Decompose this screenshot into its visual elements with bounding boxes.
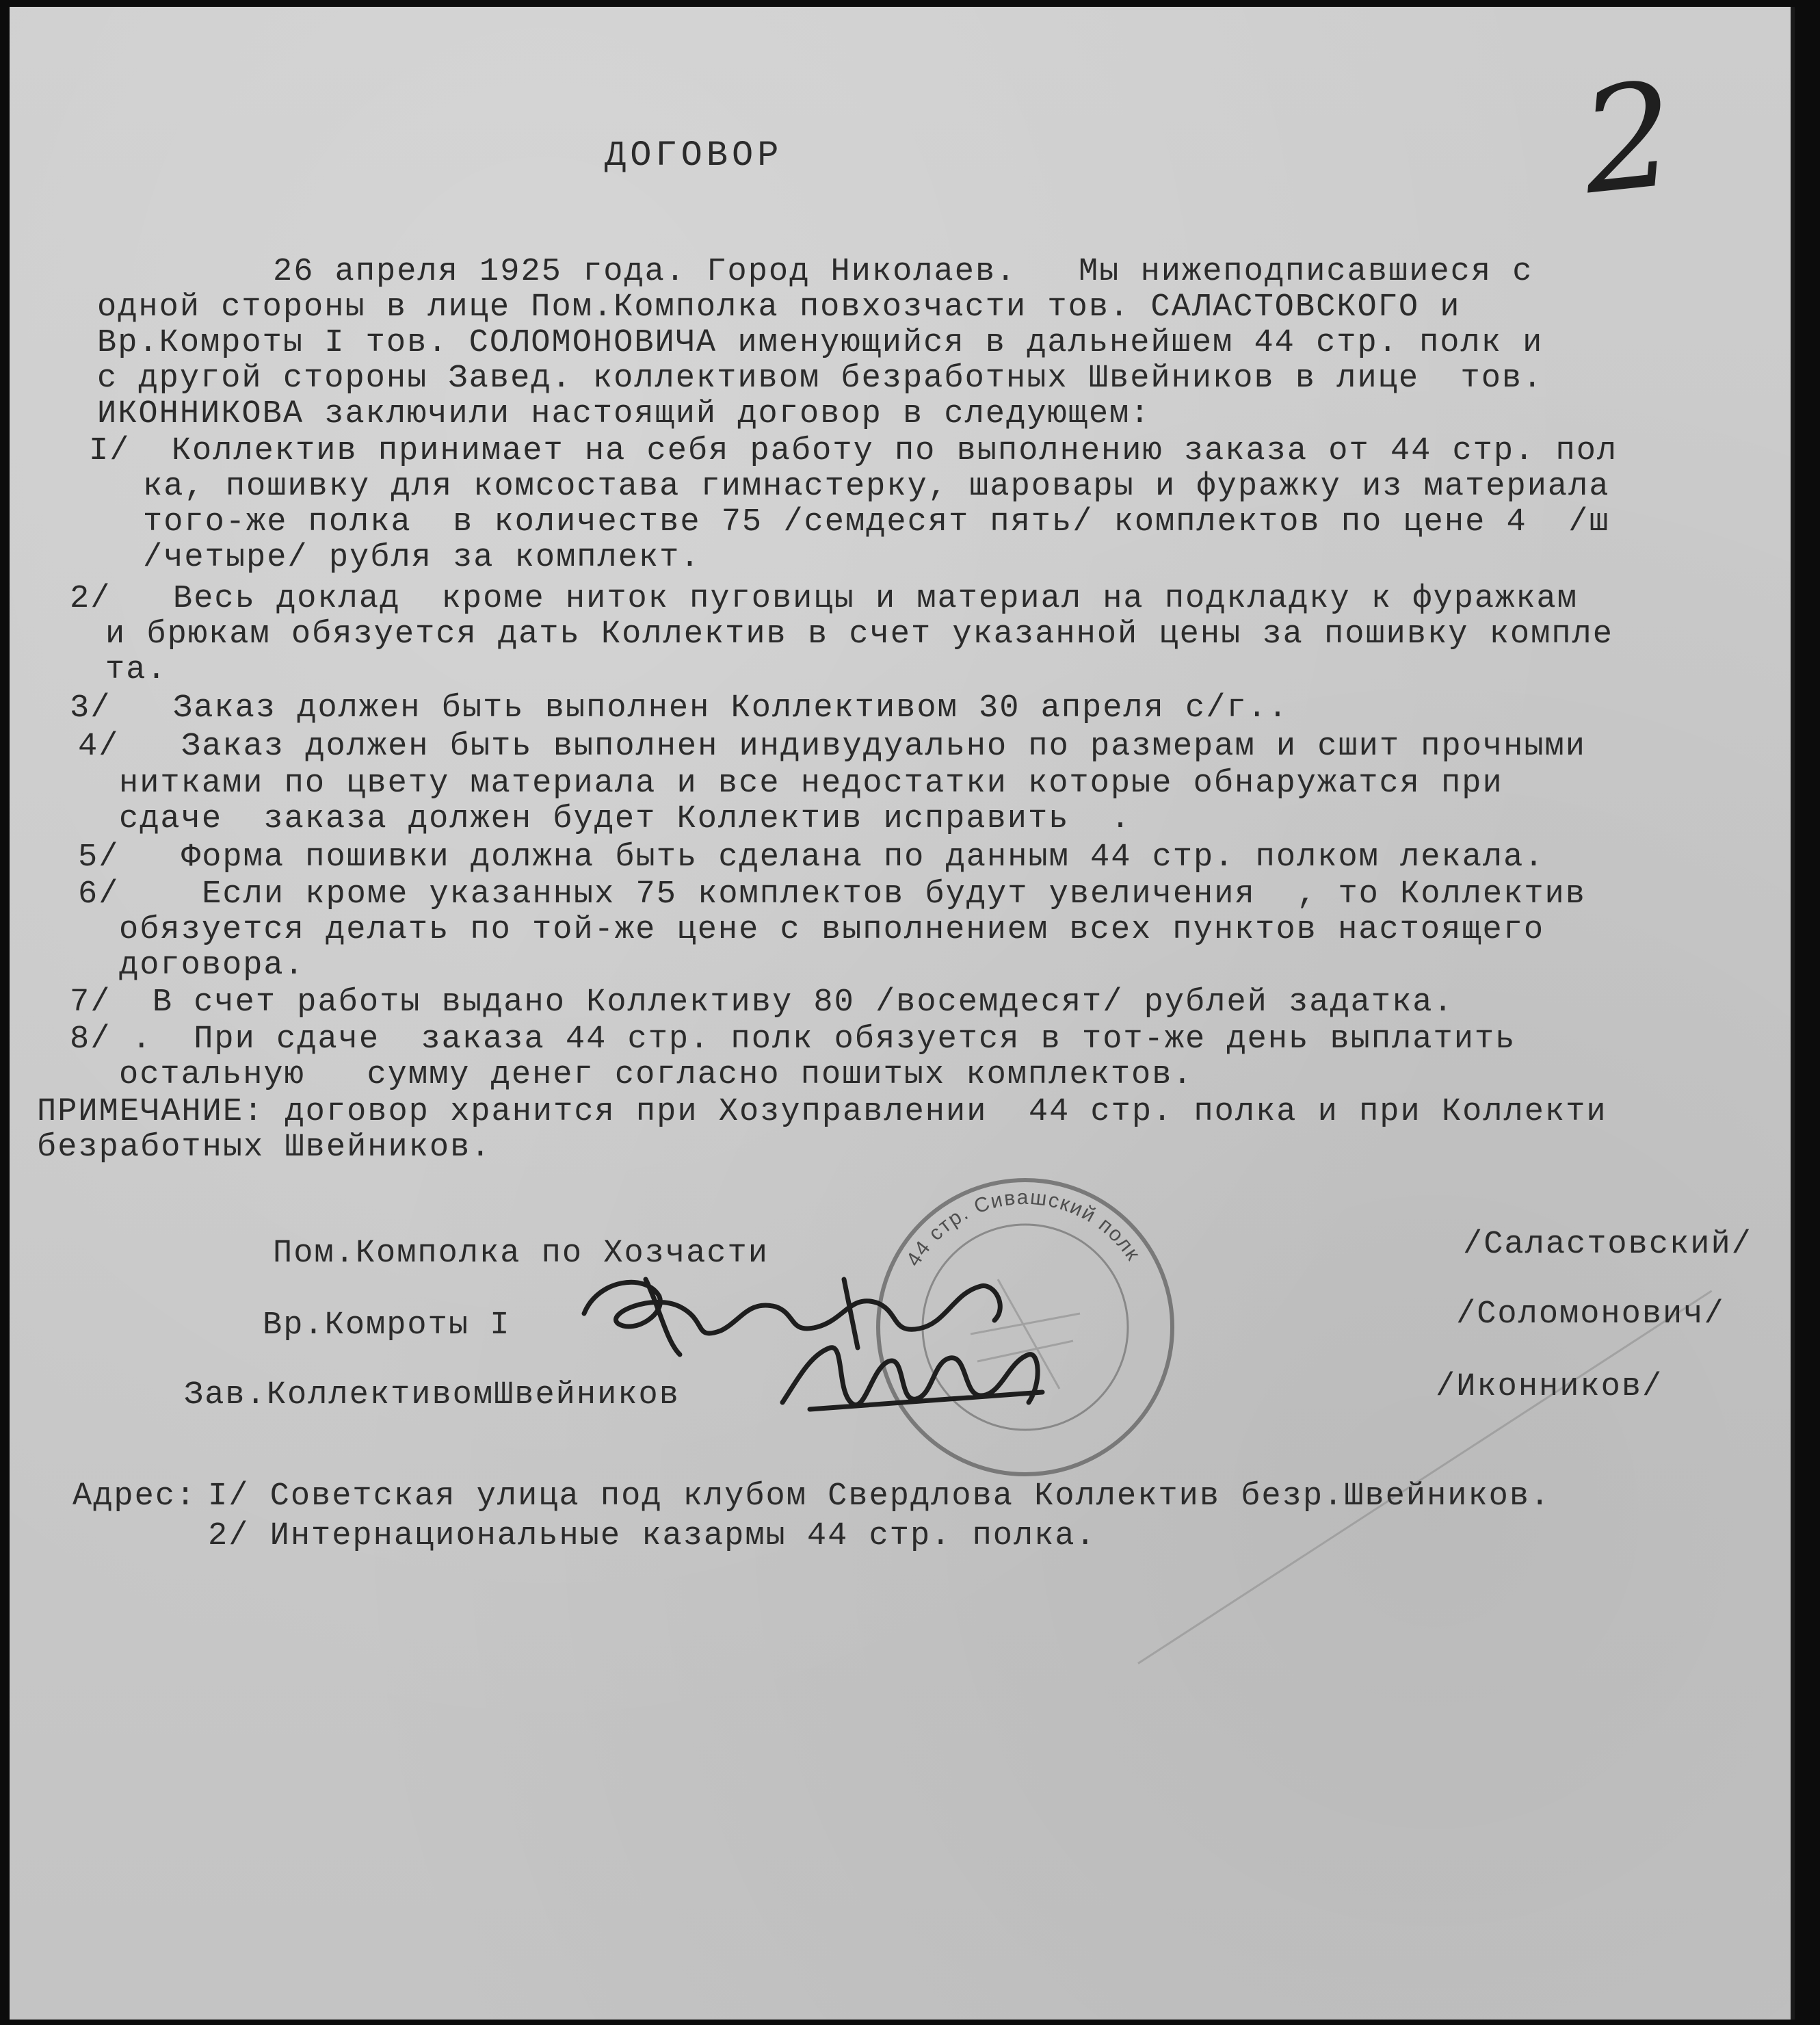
clause-line: 3/ Заказ должен быть выполнен Коллективом 30 апреля с/г.. (70, 690, 1289, 727)
signature-ikonnikov (769, 1327, 1056, 1430)
stamp-text: 44 стр. Сивашский полк (901, 1186, 1145, 1270)
signature-name: /Соломонович/ (1456, 1296, 1725, 1333)
document-title: ДОГОВОР (605, 135, 783, 176)
document-page (10, 7, 1795, 2020)
clause-line: I/ Коллектив принимает на себя работу по выполнению заказа от 44 стр. пол (89, 433, 1618, 469)
clause-line: ка, пошивку для комсостава гимнастерку, шаровары и фуражку из материала (143, 469, 1610, 505)
clause-line: 8/ . При сдаче заказа 44 стр. полк обязуется в тот-же день выплатить (70, 1021, 1516, 1058)
body-line: 26 апреля 1925 года. Город Николаев. Мы нижеподписавшиеся с (273, 254, 1533, 290)
note-line: ПРИМЕЧАНИЕ: договор хранится при Хозуправлении 44 стр. полка и при Коллекти (37, 1094, 1607, 1130)
signature-role: Зав.КоллективомШвейников (184, 1377, 680, 1413)
address-line: 2/ Интернациональные казармы 44 стр. полка. (208, 1518, 1096, 1554)
body-line: ИКОННИКОВА заключили настоящий договор в следующем: (97, 396, 1151, 432)
clause-line: того-же полка в количестве 75 /семдесят пять/ комплектов по цене 4 /ш (143, 504, 1610, 540)
page-number: 2 (1574, 50, 1683, 227)
clause-line: 7/ В счет работы выдано Коллективу 80 /восемдесят/ рублей задатка. (70, 984, 1454, 1021)
clause-line: /четыре/ рубля за комплект. (143, 540, 701, 576)
body-line: одной стороны в лице Пом.Комполка повхозчасти тов. САЛАСТОВСКОГО и (97, 289, 1461, 326)
note-line: безработных Швейников. (37, 1129, 492, 1166)
clause-line: сдаче заказа должен будет Коллектив исправить . (119, 801, 1132, 837)
clause-line: 6/ Если кроме указанных 75 комплектов будут увеличения , то Коллектив (78, 876, 1586, 913)
clause-line: та. (105, 652, 168, 688)
signature-role: Вр.Комроты I (263, 1307, 511, 1344)
signature-name: /Саластовский/ (1463, 1227, 1752, 1263)
signature-name: /Иконников/ (1436, 1369, 1663, 1405)
clause-line: обязуется делать по той-же цене с выполнением всех пунктов настоящего (119, 912, 1545, 948)
signature-role: Пом.Комполка по Хозчасти (273, 1236, 769, 1272)
address-label: Адрес: (72, 1478, 197, 1515)
body-line: с другой стороны Завед. коллективом безработных Швейников в лице тов. (97, 361, 1544, 397)
clause-line: 4/ Заказ должен быть выполнен индивудуально по размерам и сшит прочными (78, 729, 1586, 765)
address-line: I/ Советская улица под клубом Свердлова Коллектив безр.Швейников. (208, 1478, 1551, 1515)
clause-line: 2/ Весь доклад кроме ниток пуговицы и материал на подкладку к фуражкам (70, 581, 1578, 617)
clause-line: и брюкам обязуется дать Коллектив в счет указанной цены за пошивку компле (105, 616, 1613, 653)
clause-line: 5/ Форма пошивки должна быть сделана по данным 44 стр. полком лекала. (78, 839, 1545, 876)
clause-line: договора. (119, 948, 305, 984)
clause-line: нитками по цвету материала и все недостатки которые обнаружатся при (119, 766, 1503, 802)
clause-line: остальную сумму денег согласно пошитых комплектов. (119, 1057, 1193, 1093)
body-line: Вр.Комроты I тов. СОЛОМОНОВИЧА именующийся в дальнейшем 44 стр. полк и (97, 325, 1544, 361)
